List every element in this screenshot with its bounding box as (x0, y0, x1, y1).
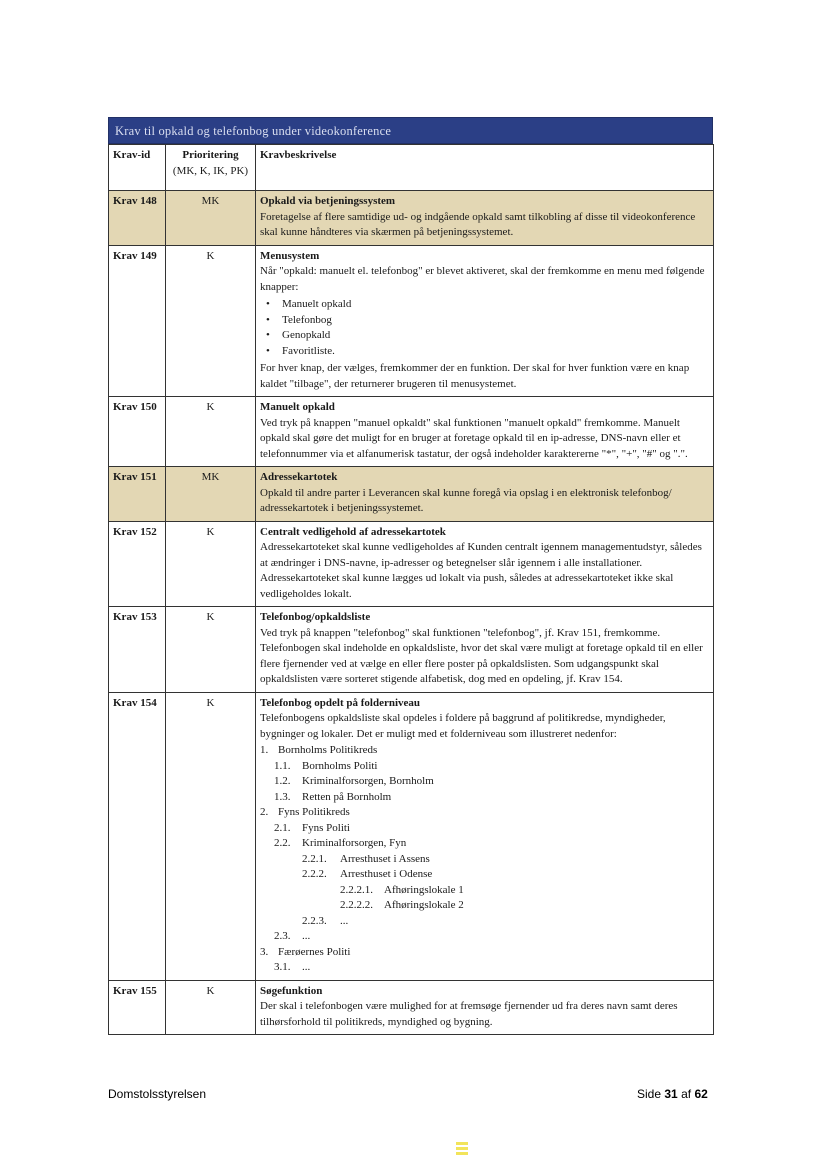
row-id: Krav 155 (109, 980, 166, 1035)
outline-label: Retten på Bornholm (302, 790, 392, 803)
outline-number: 1. (260, 744, 269, 756)
row-prio: K (166, 245, 256, 397)
row-prio: K (166, 521, 256, 607)
footer-page-number: 31 (664, 1087, 678, 1101)
outline-item (260, 743, 709, 759)
row-text: Når "opkald: manuelt el. telefonbog" er blevet aktiveret, skal der fremkomme en menu med følgende knapper: (260, 265, 705, 293)
footer-side-label: Side (637, 1087, 662, 1101)
outline-label: Afhøringslokale 1 (384, 883, 464, 896)
outline-label: ... (302, 930, 311, 942)
outline-number: 2.1. (274, 821, 291, 834)
header-row (109, 145, 714, 191)
outline-number: 2.3. (274, 930, 291, 942)
row-text: Telefonbogens opkaldsliste skal opdeles i foldere på baggrund af politikredse, myndigheder, bygninger og lokaler. Det er muligt med et folderniveau som illustreret nedenfor: (260, 712, 666, 740)
header-desc: Kravbeskrivelse (256, 145, 714, 191)
bullet-item: • Telefonbog (276, 313, 709, 329)
row-prio: MK (166, 191, 256, 246)
row-desc (256, 692, 714, 980)
outline-number: 1.1. (274, 759, 291, 772)
outline-label: Bornholms Politi (302, 759, 378, 772)
row-title: Telefonbog/opkaldsliste (260, 611, 371, 623)
outline-number: 2.2.3. (302, 914, 327, 927)
outline-number: 2.2.2.2. (340, 899, 373, 911)
footer-page-total: 62 (694, 1087, 708, 1101)
row-title: Menusystem (260, 249, 320, 262)
row-prio: K (166, 607, 256, 693)
table-row (109, 521, 714, 607)
table-row (109, 692, 714, 980)
row-text: Opkald til andre parter i Leverancen skal kunne foregå via opslag i en elektronisk telefonbog/ adressekartotek i betjeningssystemet. (260, 486, 672, 514)
footer-af-label: af (681, 1087, 692, 1101)
outline-label: ... (340, 914, 349, 927)
table-title: Krav til opkald og telefonbog under videokonference (108, 117, 713, 144)
outline-item (260, 759, 709, 775)
row-id: Krav 150 (109, 397, 166, 467)
footer-page (637, 1087, 708, 1101)
row-prio: MK (166, 467, 256, 522)
row-id: Krav 153 (109, 607, 166, 693)
requirements-table (108, 117, 713, 1035)
footer-org: Domstolsstyrelsen (108, 1087, 207, 1101)
row-title: Centralt vedligehold af adressekartotek (260, 525, 446, 538)
table-row (109, 467, 714, 522)
row-desc (256, 607, 714, 693)
table-row (109, 607, 714, 693)
row-id: Krav 149 (109, 245, 166, 397)
header-id: Krav-id (109, 145, 166, 191)
row-desc (256, 521, 714, 607)
outline-item (260, 867, 709, 883)
outline-label: Kriminalforsorgen, Fyn (302, 837, 407, 849)
outline-item (260, 914, 709, 930)
row-title: Adressekartotek (260, 471, 338, 483)
outline-label: Fyns Politi (302, 821, 350, 834)
row-desc (256, 467, 714, 522)
outline-label: Arresthuset i Odense (340, 868, 433, 880)
row-prio: K (166, 980, 256, 1035)
row-id: Krav 151 (109, 467, 166, 522)
row-title: Telefonbog opdelt på folderniveau (260, 696, 421, 709)
outline-item (260, 836, 709, 852)
bullet-list (260, 297, 709, 359)
row-id: Krav 154 (109, 692, 166, 980)
outline-label: Færøernes Politi (278, 945, 351, 958)
table-row (109, 980, 714, 1035)
row-title: Opkald via betjeningssystem (260, 195, 396, 207)
outline-number: 2.2.2.1. (340, 883, 373, 896)
outline-label: Fyns Politikreds (278, 806, 350, 818)
scan-mark (456, 1142, 468, 1160)
outline-item (260, 960, 709, 976)
header-prio-label: Prioritering (182, 149, 239, 161)
outline-number: 1.2. (274, 775, 291, 787)
bullet-item: • Genopkald (276, 328, 709, 344)
row-id: Krav 152 (109, 521, 166, 607)
outline-number: 3. (260, 945, 269, 958)
row-text: Adressekartoteket skal kunne vedligeholdes af Kunden centralt igennem managementudstyr, således at ændringer i DNS-navne, ip-adresser og betegnelser slår igennem i alle installationer. Adressekartoteket skal kunne lægges ud lokalt via push, således at adressekartoteket ikke skal vedligeholdes lokalt. (260, 541, 702, 600)
outline-item (260, 790, 709, 806)
outline-item (260, 805, 709, 821)
row-title: Manuelt opkald (260, 401, 335, 413)
outline-number: 2.2.2. (302, 868, 327, 880)
outline-item (260, 945, 709, 961)
outline-label: Afhøringslokale 2 (384, 899, 464, 911)
folder-outline (260, 743, 709, 976)
outline-label: ... (302, 961, 311, 973)
row-prio: K (166, 692, 256, 980)
outline-item (260, 852, 709, 868)
bullet-item: • Favoritliste. (276, 344, 709, 360)
row-text-2: For hver knap, der vælges, fremkommer der en funktion. Der skal for hver funktion være en knap kaldet "tilbage", der returnerer brugeren til menusystemet. (260, 362, 690, 390)
table-row (109, 191, 714, 246)
outline-number: 2.2.1. (302, 852, 327, 865)
outline-number: 2.2. (274, 837, 291, 849)
header-prio (166, 145, 256, 191)
outline-number: 2. (260, 806, 269, 818)
row-text: Ved tryk på knappen "manuel opkaldt" skal funktionen "manuelt opkald" fremkomme. Manuelt opkald skal gøre det muligt for en bruger at foretage opkald til en ip-adresse, DNS-navn eller et telefonnummer via et alfanumerisk tastatur, der også indeholder karaktererne "*", "+", "#" og ".". (260, 416, 688, 460)
row-title: Søgefunktion (260, 984, 323, 997)
row-id: Krav 148 (109, 191, 166, 246)
bullet-item: • Manuelt opkald (276, 297, 709, 313)
outline-item (260, 774, 709, 790)
outline-label: Arresthuset i Assens (340, 852, 430, 865)
table-row (109, 245, 714, 397)
outline-label: Kriminalforsorgen, Bornholm (302, 775, 434, 787)
row-prio: K (166, 397, 256, 467)
outline-item (260, 821, 709, 837)
row-desc (256, 980, 714, 1035)
row-desc (256, 245, 714, 397)
table-row (109, 397, 714, 467)
outline-item (260, 898, 709, 914)
requirements-grid (108, 144, 714, 1035)
row-text: Foretagelse af flere samtidige ud- og indgående opkald samt tilkobling af disse til videokonference skal kunne håndteres via skærmen på betjeningssystemet. (260, 210, 696, 238)
row-text: Ved tryk på knappen "telefonbog" skal funktionen "telefonbog", jf. Krav 151, fremkomme. Telefonbogen skal indeholde en opkaldsliste, hvor det skal være muligt at foretage opkald til en eller flere fjernender ved at vælge en eller flere poster på opkaldslisten. Som udgangspunkt skal opkaldslisten være sorteret stigende alfabetisk, dog med en opdeling, jf. Krav 154. (260, 626, 703, 685)
outline-number: 3.1. (274, 961, 291, 973)
outline-label: Bornholms Politikreds (278, 744, 378, 756)
row-text: Der skal i telefonbogen være mulighed for at fremsøge fjernender ud fra deres navn samt deres tilhørsforhold til politikreds, myndighed og bygning. (260, 1000, 678, 1028)
outline-item (260, 883, 709, 899)
outline-number: 1.3. (274, 790, 291, 803)
row-desc (256, 191, 714, 246)
row-desc (256, 397, 714, 467)
outline-item (260, 929, 709, 945)
header-prio-sub: (MK, K, IK, PK) (172, 164, 249, 177)
